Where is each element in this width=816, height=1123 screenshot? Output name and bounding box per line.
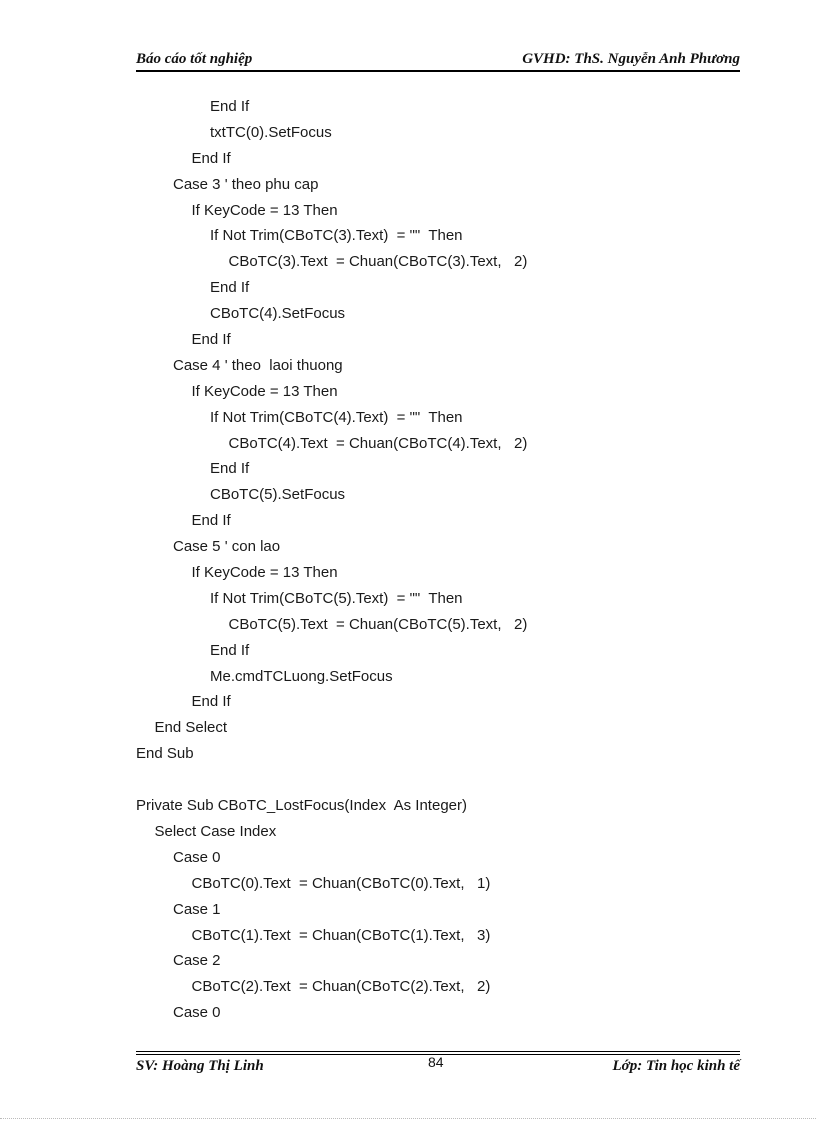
code-line: Case 2: [173, 952, 221, 970]
code-line: End If: [210, 98, 250, 115]
code-line: Private Sub CBoTC_LostFocus(Index As Integer): [136, 797, 467, 815]
code-line: If Not Trim(CBoTC(5).Text) = "" Then: [210, 589, 463, 607]
code-line: CBoTC(5).SetFocus: [210, 486, 346, 504]
code-line: CBoTC(4).SetFocus: [210, 305, 346, 323]
code-line: Case 0: [173, 848, 221, 866]
code-line: End If: [191, 512, 231, 530]
code-line: End If: [210, 460, 250, 478]
code-line: CBoTC(3).Text = Chuan(CBoTC(3).Text, 2): [228, 253, 528, 271]
code-line: Case 5 ' con lao: [173, 538, 281, 556]
header-supervisor: GVHD: ThS. Nguyễn Anh Phương: [522, 51, 740, 67]
code-line: CBoTC(2).Text = Chuan(CBoTC(2).Text, 2): [191, 978, 491, 996]
code-line: CBoTC(5).Text = Chuan(CBoTC(5).Text, 2): [228, 615, 528, 633]
code-line: If Not Trim(CBoTC(3).Text) = "" Then: [210, 227, 463, 245]
code-line: Case 4 ' theo laoi thuong: [173, 356, 343, 374]
code-line: End If: [191, 331, 231, 349]
code-line: Case 3 ' theo phu cap: [173, 175, 319, 193]
code-line: If KeyCode = 13 Then: [191, 201, 338, 219]
code-line: If KeyCode = 13 Then: [191, 382, 338, 400]
code-line: Me.cmdTCLuong.SetFocus: [210, 667, 393, 685]
code-line: CBoTC(4).Text = Chuan(CBoTC(4).Text, 2): [228, 434, 528, 452]
code-line: txtTC(0).SetFocus: [210, 123, 332, 141]
page-footer: [136, 1054, 740, 1078]
footer-class: Lớp: Tin học kinh tế: [612, 1058, 740, 1074]
footer-rule-top: [136, 1051, 740, 1052]
code-line: End Select: [154, 719, 228, 737]
header-report-title: Báo cáo tốt nghiệp: [136, 51, 253, 67]
code-line: If KeyCode = 13 Then: [191, 564, 338, 582]
code-line: Case 0: [173, 1004, 221, 1022]
code-line: End If: [210, 279, 250, 297]
code-line: End If: [191, 149, 231, 167]
code-line: End Sub: [136, 745, 194, 763]
page-edge-dotted-line: [0, 1118, 816, 1119]
code-line: If Not Trim(CBoTC(4).Text) = "" Then: [210, 408, 463, 426]
code-line: CBoTC(1).Text = Chuan(CBoTC(1).Text, 3): [191, 926, 491, 944]
code-line: [136, 767, 740, 793]
code-line: End If: [210, 641, 250, 659]
page-number: 84: [428, 1054, 444, 1070]
code-line: CBoTC(0).Text = Chuan(CBoTC(0).Text, 1): [191, 874, 491, 892]
footer-student: SV: Hoàng Thị Linh: [136, 1058, 264, 1074]
code-line: Case 1: [173, 900, 221, 918]
page-header: [136, 48, 740, 72]
code-listing: [136, 94, 740, 1026]
code-line: Select Case Index: [154, 822, 277, 840]
code-line: End If: [191, 693, 231, 711]
